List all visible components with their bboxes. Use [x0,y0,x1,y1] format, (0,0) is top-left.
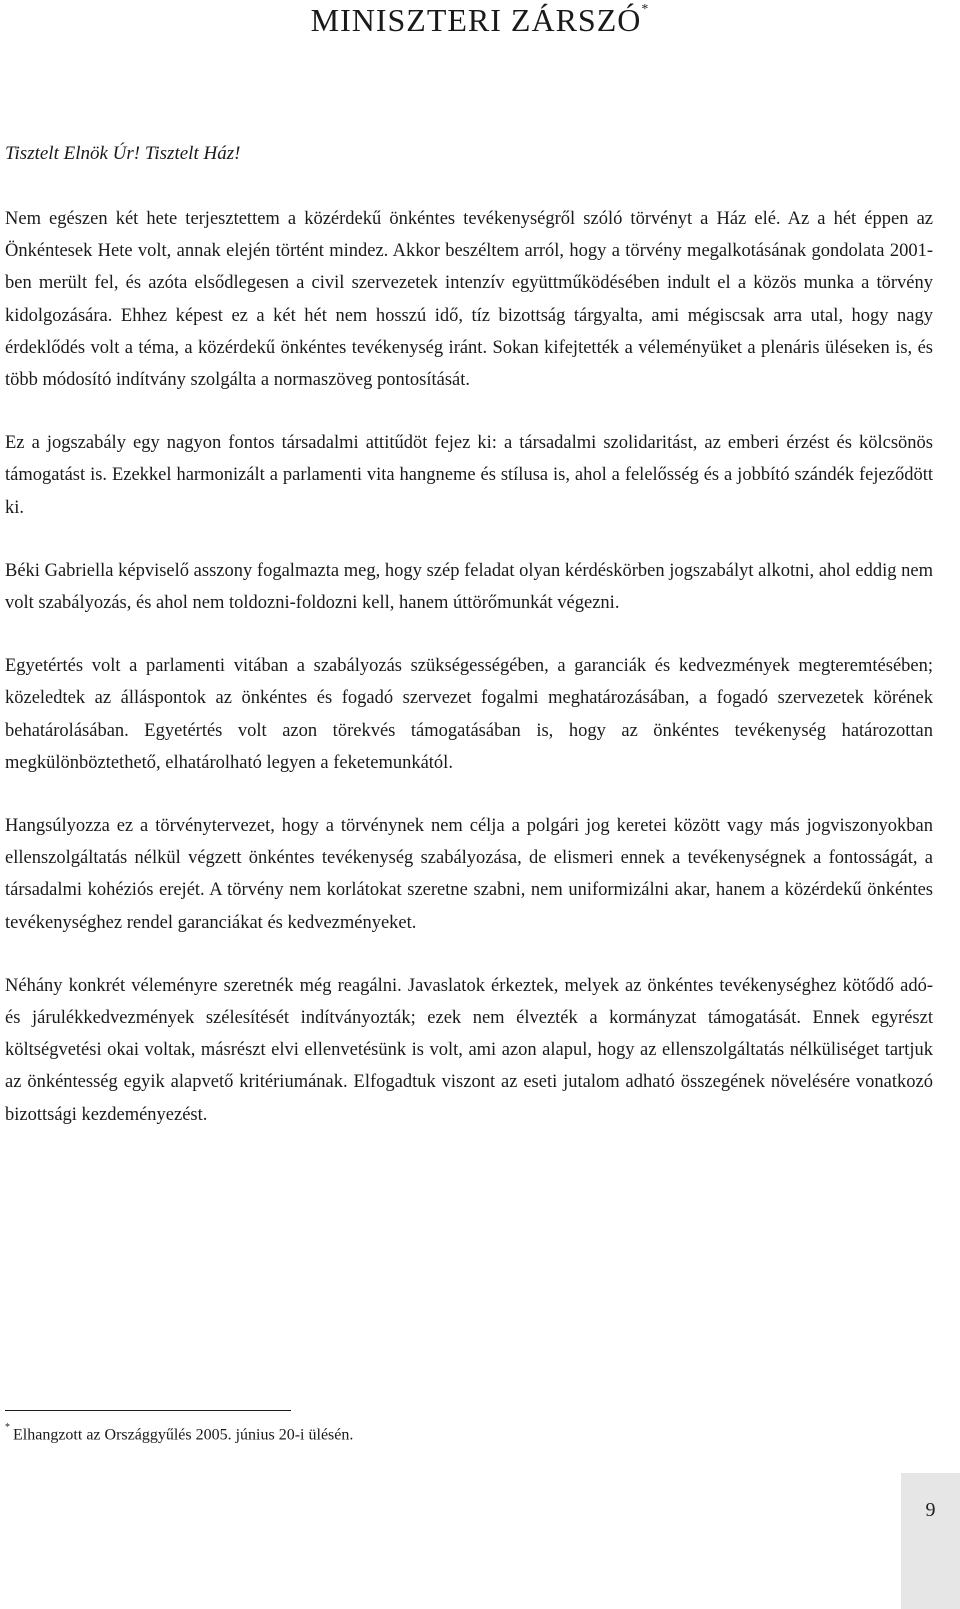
paragraph: Egyetértés volt a parlamenti vitában a szabályozás szükségességében, a garanciák és kedvezmények megteremtésében; közeledtek az álláspontok az önkéntes és fogadó szervezet fogalmi meghatározásában, a fogadó szervezetek körének behatárolásában. Egyetértés volt azon törekvés támogatásában is, hogy az önkéntes tevékenység határozottan megkülönböztethető, elhatárolható legyen a feketemunkától. [5,656,933,773]
page-title [0,2,960,39]
title-text: MINISZTERI ZÁRSZÓ [310,2,642,38]
page-number-tab [901,1473,960,1609]
footnote-text: Elhangzott az Országgyűlés 2005. június 20-i ülésén. [13,1426,354,1444]
page-number: 9 [925,1499,936,1521]
body-text [5,203,933,1162]
footnote-marker: * [5,1422,10,1433]
footnote-divider [5,1410,291,1411]
paragraph: Ez a jogszabály egy nagyon fontos társadalmi attitűdöt fejez ki: a társadalmi szolidaritást, az emberi érzést és kölcsönös támogatást is. Ezekkel harmonizált a parlamenti vita hangneme és stílusa is, ahol a felelősség és a jobbító szándék fejeződött ki. [5,433,933,518]
paragraph: Néhány konkrét véleményre szeretnék még reagálni. Javaslatok érkeztek, melyek az önkéntes tevékenységhez kötődő adó- és járulékkedvezmények szélesítését indítványozták; ezek nem élvezték a kormányzat támogatását. Ennek egyrészt költségvetési okai voltak, másrészt elvi ellenvetésünk is volt, ami azon alapul, hogy az ellenszolgáltatás nélküliséget tartjuk az önkéntesség egyik alapvető kritériumának. Elfogadtuk viszont az eseti jutalom adható összegének növelésére vonatkozó bizottsági kezdeményezést. [5,975,933,1125]
paragraph: Hangsúlyozza ez a törvénytervezet, hogy a törvénynek nem célja a polgári jog keretei között vagy más jogviszonyokban ellenszolgáltatás nélkül végzett önkéntes tevékenység szabályozása, de elismeri ennek a tevékenységnek a fontosságát, a társadalmi kohéziós erejét. A törvény nem korlátokat szeretne szabni, nem uniformizálni akar, hanem a közérdekű önkéntes tevékenységhez rendel garanciákat és kedvezményeket. [5,816,933,933]
footnote [5,1422,354,1444]
paragraph: Béki Gabriella képviselő asszony fogalmazta meg, hogy szép feladat olyan kérdéskörben jogszabályt alkotni, ahol eddig nem volt szabályozás, és ahol nem toldozni-foldozni kell, hanem úttörőmunkát végezni. [5,560,933,614]
salutation: Tisztelt Elnök Úr! Tisztelt Ház! [5,143,241,164]
paragraph: Nem egészen két hete terjesztettem a közérdekű önkéntes tevékenységről szóló törvényt a Ház elé. Az a hét éppen az Önkéntesek Hete volt, annak elején történt mindez. Akkor beszéltem arról, hogy a törvény megalkotásának gondolata 2001-ben merült fel, és azóta elsődlegesen a civil szervezetek intenzív együttműködésében indult el a közös munka a törvény kidolgozására. Ehhez képest ez a két hét nem hosszú idő, tíz bizottság tárgyalta, ami mégiscsak arra utal, hogy nagy érdeklődés volt a téma, a közérdekű önkéntes tevékenység iránt. Sokan kifejtették a véleményüket a plenáris üléseken is, és több módosító indítvány szolgálta a normaszöveg pontosítását. [5,209,933,391]
title-footnote-marker: * [641,2,650,18]
